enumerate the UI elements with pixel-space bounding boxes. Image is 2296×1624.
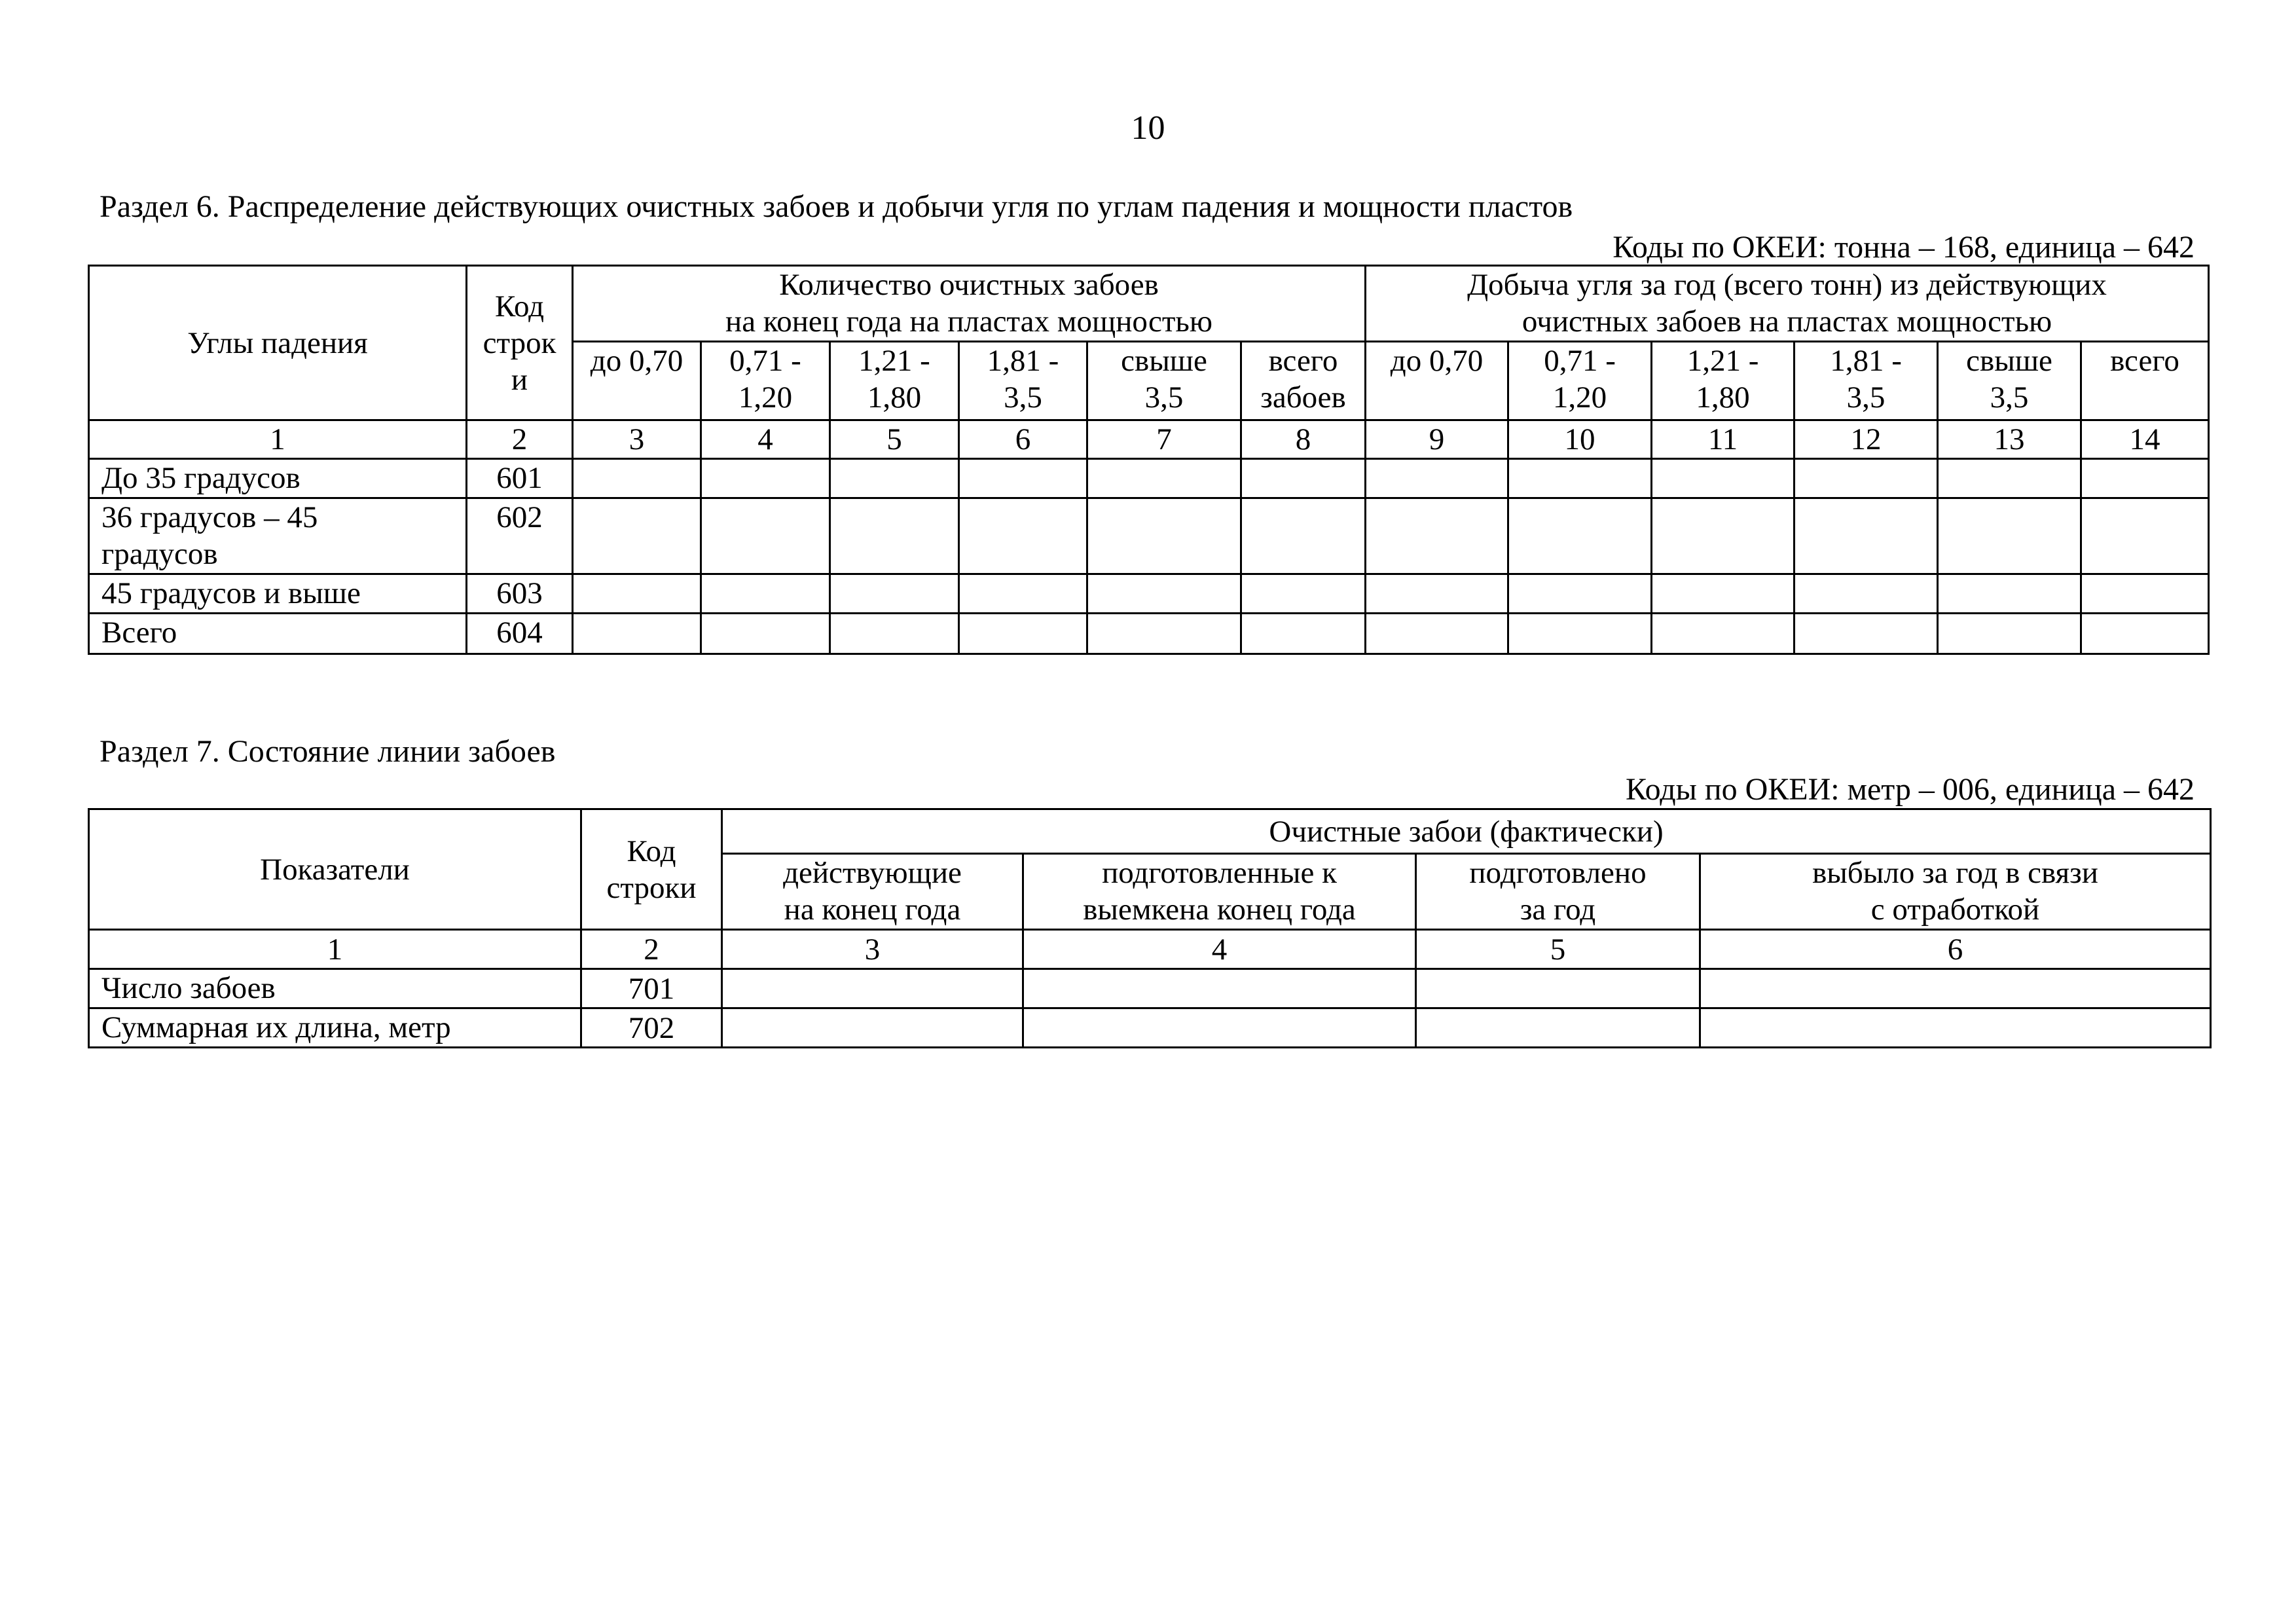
input-cell[interactable] xyxy=(701,614,830,654)
input-cell[interactable] xyxy=(830,614,959,654)
row-label: 45 градусов и выше xyxy=(89,574,467,614)
input-cell[interactable] xyxy=(1241,614,1366,654)
input-cell[interactable] xyxy=(1023,1008,1416,1048)
input-cell[interactable] xyxy=(830,459,959,498)
header-code: Код строк и xyxy=(467,266,573,420)
header-coal-output: Добыча угля за год (всего тонн) из действующих очистных забоев на пластах мощностью xyxy=(1366,266,2209,342)
col-number: 2 xyxy=(581,930,722,969)
input-cell[interactable] xyxy=(1508,459,1652,498)
input-cell[interactable] xyxy=(1087,498,1241,574)
input-cell[interactable] xyxy=(1416,969,1700,1008)
col-number: 4 xyxy=(1023,930,1416,969)
page-number: 10 xyxy=(1131,109,1165,147)
subheader-col-3: до 0,70 xyxy=(573,342,701,420)
subheader-col-7: свыше 3,5 xyxy=(1087,342,1241,420)
row-label: Суммарная их длина, метр xyxy=(89,1008,581,1048)
input-cell[interactable] xyxy=(959,498,1087,574)
subheader-col-14: всего xyxy=(2081,342,2209,420)
subheader-col-12: 1,81 - 3,5 xyxy=(1795,342,1938,420)
col-number: 5 xyxy=(1416,930,1700,969)
col-number: 9 xyxy=(1366,420,1508,459)
input-cell[interactable] xyxy=(1508,614,1652,654)
input-cell[interactable] xyxy=(1938,614,2081,654)
input-cell[interactable] xyxy=(701,574,830,614)
row-code: 601 xyxy=(467,459,573,498)
row-code: 602 xyxy=(467,498,573,574)
row-label: Число забоев xyxy=(89,969,581,1008)
input-cell[interactable] xyxy=(1652,574,1795,614)
subheader-col-4: подготовленные к выемкена конец года xyxy=(1023,854,1416,930)
col-number: 8 xyxy=(1241,420,1366,459)
subheader-col-5: 1,21 - 1,80 xyxy=(830,342,959,420)
input-cell[interactable] xyxy=(2081,459,2209,498)
input-cell[interactable] xyxy=(1366,574,1508,614)
input-cell[interactable] xyxy=(573,459,701,498)
input-cell[interactable] xyxy=(573,498,701,574)
input-cell[interactable] xyxy=(959,614,1087,654)
subheader-col-5: подготовлено за год xyxy=(1416,854,1700,930)
input-cell[interactable] xyxy=(573,614,701,654)
col-number: 11 xyxy=(1652,420,1795,459)
header-faces-actual: Очистные забои (фактически) xyxy=(722,809,2211,854)
input-cell[interactable] xyxy=(1023,969,1416,1008)
input-cell[interactable] xyxy=(722,969,1023,1008)
input-cell[interactable] xyxy=(830,498,959,574)
input-cell[interactable] xyxy=(1087,459,1241,498)
input-cell[interactable] xyxy=(1241,498,1366,574)
subheader-col-11: 1,21 - 1,80 xyxy=(1652,342,1795,420)
input-cell[interactable] xyxy=(1241,459,1366,498)
column-number-row xyxy=(89,930,2211,969)
table-row xyxy=(89,574,2209,614)
subheader-col-9: до 0,70 xyxy=(1366,342,1508,420)
table-row xyxy=(89,614,2209,654)
input-cell[interactable] xyxy=(1241,574,1366,614)
input-cell[interactable] xyxy=(1508,574,1652,614)
input-cell[interactable] xyxy=(1087,574,1241,614)
subheader-col-13: свыше 3,5 xyxy=(1938,342,2081,420)
col-number: 1 xyxy=(89,930,581,969)
input-cell[interactable] xyxy=(722,1008,1023,1048)
section7-okei: Коды по ОКЕИ: метр – 006, единица – 642 xyxy=(1626,772,2195,807)
header-angles: Углы падения xyxy=(89,266,467,420)
input-cell[interactable] xyxy=(1795,574,1938,614)
col-number: 3 xyxy=(573,420,701,459)
col-number: 12 xyxy=(1795,420,1938,459)
subheader-col-6: 1,81 - 3,5 xyxy=(959,342,1087,420)
column-number-row xyxy=(89,420,2209,459)
header-faces-count: Количество очистных забоев на конец года на пластах мощностью xyxy=(573,266,1366,342)
row-label: 36 градусов – 45 градусов xyxy=(89,498,467,574)
input-cell[interactable] xyxy=(1938,459,2081,498)
input-cell[interactable] xyxy=(830,574,959,614)
row-code: 701 xyxy=(581,969,722,1008)
input-cell[interactable] xyxy=(573,574,701,614)
table-row xyxy=(89,969,2211,1008)
col-number: 2 xyxy=(467,420,573,459)
input-cell[interactable] xyxy=(1087,614,1241,654)
table-row xyxy=(89,459,2209,498)
input-cell[interactable] xyxy=(959,459,1087,498)
input-cell[interactable] xyxy=(701,459,830,498)
col-number: 7 xyxy=(1087,420,1241,459)
input-cell[interactable] xyxy=(1366,498,1508,574)
input-cell[interactable] xyxy=(1652,614,1795,654)
input-cell[interactable] xyxy=(2081,614,2209,654)
input-cell[interactable] xyxy=(1366,614,1508,654)
input-cell[interactable] xyxy=(1700,1008,2211,1048)
input-cell[interactable] xyxy=(1652,498,1795,574)
section6-table xyxy=(88,265,2210,655)
input-cell[interactable] xyxy=(1700,969,2211,1008)
col-number: 10 xyxy=(1508,420,1652,459)
input-cell[interactable] xyxy=(701,498,830,574)
subheader-col-4: 0,71 - 1,20 xyxy=(701,342,830,420)
section7-table xyxy=(88,808,2212,1048)
input-cell[interactable] xyxy=(2081,574,2209,614)
section7-title: Раздел 7. Состояние линии забоев xyxy=(100,734,556,769)
col-number: 5 xyxy=(830,420,959,459)
row-label: Всего xyxy=(89,614,467,654)
input-cell[interactable] xyxy=(1416,1008,1700,1048)
input-cell[interactable] xyxy=(1508,498,1652,574)
input-cell[interactable] xyxy=(1366,459,1508,498)
subheader-col-10: 0,71 - 1,20 xyxy=(1508,342,1652,420)
input-cell[interactable] xyxy=(1795,614,1938,654)
input-cell[interactable] xyxy=(959,574,1087,614)
header-code: Код строки xyxy=(581,809,722,930)
col-number: 1 xyxy=(89,420,467,459)
input-cell[interactable] xyxy=(2081,498,2209,574)
input-cell[interactable] xyxy=(1795,459,1938,498)
input-cell[interactable] xyxy=(1938,498,2081,574)
row-code: 603 xyxy=(467,574,573,614)
row-code: 604 xyxy=(467,614,573,654)
input-cell[interactable] xyxy=(1938,574,2081,614)
row-label: До 35 градусов xyxy=(89,459,467,498)
table-row xyxy=(89,1008,2211,1048)
table-row xyxy=(89,498,2209,574)
subheader-col-8: всего забоев xyxy=(1241,342,1366,420)
row-code: 702 xyxy=(581,1008,722,1048)
col-number: 4 xyxy=(701,420,830,459)
col-number: 13 xyxy=(1938,420,2081,459)
input-cell[interactable] xyxy=(1652,459,1795,498)
subheader-col-6: выбыло за год в связи с отработкой xyxy=(1700,854,2211,930)
section6-okei: Коды по ОКЕИ: тонна – 168, единица – 642 xyxy=(1613,230,2195,265)
section6-title: Раздел 6. Распределение действующих очистных забоев и добычи угля по углам падения и мощности пластов xyxy=(100,189,1573,224)
col-number: 6 xyxy=(959,420,1087,459)
col-number: 3 xyxy=(722,930,1023,969)
col-number: 6 xyxy=(1700,930,2211,969)
col-number: 14 xyxy=(2081,420,2209,459)
input-cell[interactable] xyxy=(1795,498,1938,574)
subheader-col-3: действующие на конец года xyxy=(722,854,1023,930)
header-indicators: Показатели xyxy=(89,809,581,930)
